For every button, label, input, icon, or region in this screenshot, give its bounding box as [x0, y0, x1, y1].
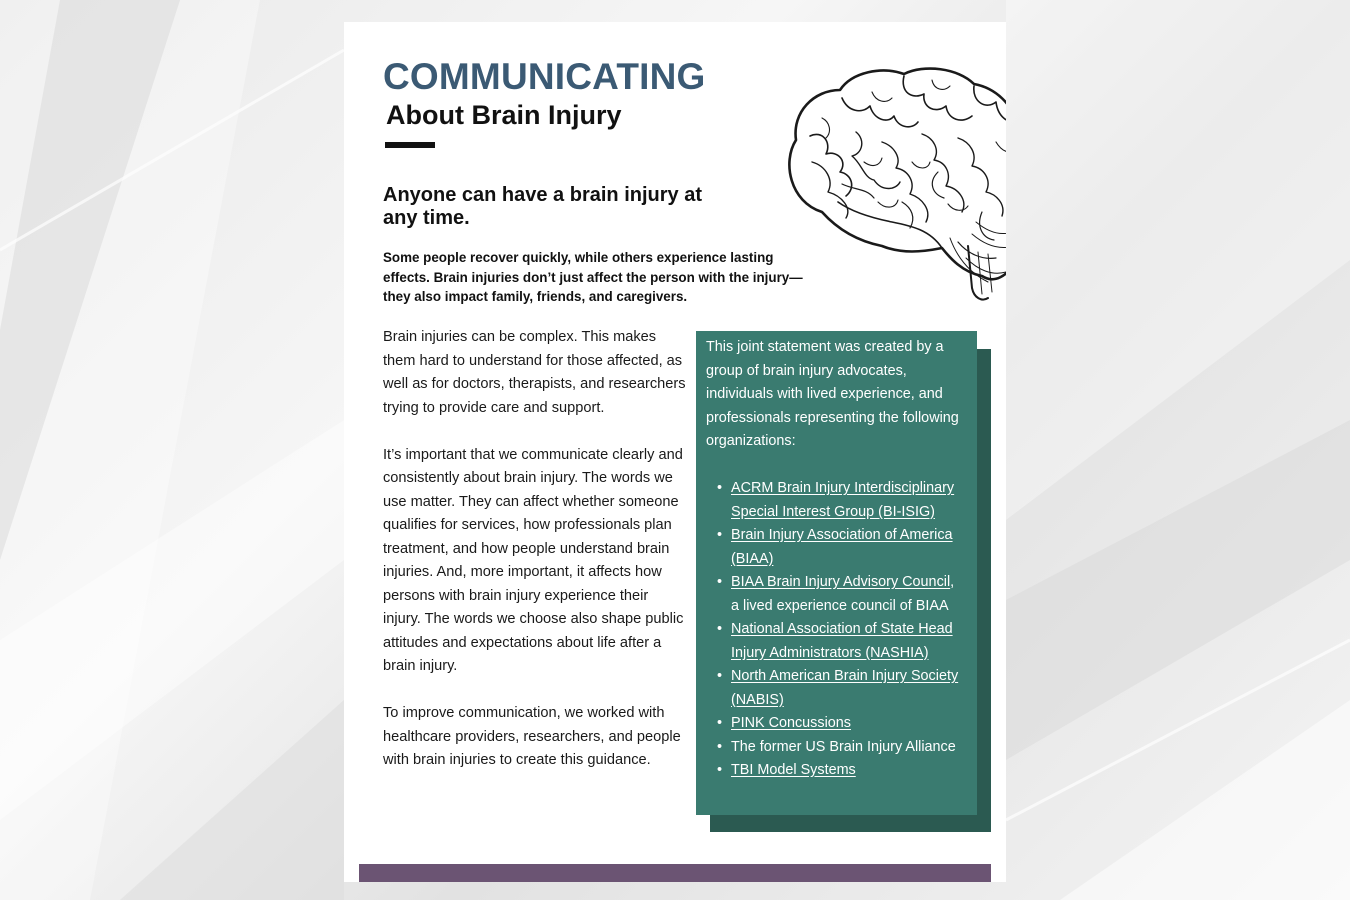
headline: Anyone can have a brain injury at any time. [383, 184, 702, 229]
org-name-us-biaa: The former US Brain Injury Alliance [731, 738, 956, 755]
intro-paragraph: Some people recover quickly, while others experience lasting effects. Brain injuries don’t just affect the person with the injury—they also impact family, friends, and caregivers. [383, 250, 803, 305]
document-subtitle: About Brain Injury [386, 100, 622, 130]
organizations-list [706, 477, 965, 783]
organizations-sidebar [696, 331, 977, 815]
list-item [731, 665, 965, 712]
org-link-tbi-model-systems[interactable]: TBI Model Systems [731, 762, 856, 778]
document-page [344, 22, 1006, 882]
footer-bar [359, 864, 991, 882]
list-item [731, 712, 965, 736]
body-paragraph: To improve communication, we worked with healthcare providers, researchers, and people with brain injuries to create this guidance. [383, 705, 681, 768]
sidebar-statement: This joint statement was created by a group of brain injury advocates, individuals with lived experience, and professionals representing the following organizations: [706, 339, 959, 449]
list-item [731, 524, 965, 571]
body-paragraph: It’s important that we communicate clearly and consistently about brain injury. The words we use matter. They can affect whether someone qualifies for services, how professionals plan treatment, and how people understand brain injuries. And, more important, it affects how persons with brain injury experience their injury. The words we choose also shape public attitudes and expectations about life after a brain injury. [383, 446, 684, 674]
org-link-nabis[interactable]: North American Brain Injury Society (NABIS) [731, 668, 959, 708]
list-item [731, 618, 965, 665]
org-link-biaa[interactable]: Brain Injury Association of America (BIAA) [731, 527, 953, 567]
body-paragraph: Brain injuries can be complex. This makes them hard to understand for those affected, as well as for doctors, therapists, and researchers trying to provide care and support. [383, 329, 686, 416]
body-text [383, 326, 688, 796]
list-item [731, 571, 965, 618]
org-link-nashia[interactable]: National Association of State Head Injury Administrators (NASHIA) [731, 621, 953, 661]
list-item [731, 759, 965, 783]
title-divider [385, 142, 435, 148]
org-description: , a lived experience council of BIAA [731, 574, 955, 614]
list-item [731, 477, 965, 524]
list-item [731, 736, 965, 760]
org-link-biaa-council[interactable]: BIAA Brain Injury Advisory Council [731, 574, 951, 590]
document-title: COMMUNICATING [383, 56, 706, 97]
org-link-acrm[interactable]: ACRM Brain Injury Interdisciplinary Special Interest Group (BI-ISIG) [731, 480, 955, 520]
org-link-pink-concussions[interactable]: PINK Concussions [731, 715, 851, 731]
